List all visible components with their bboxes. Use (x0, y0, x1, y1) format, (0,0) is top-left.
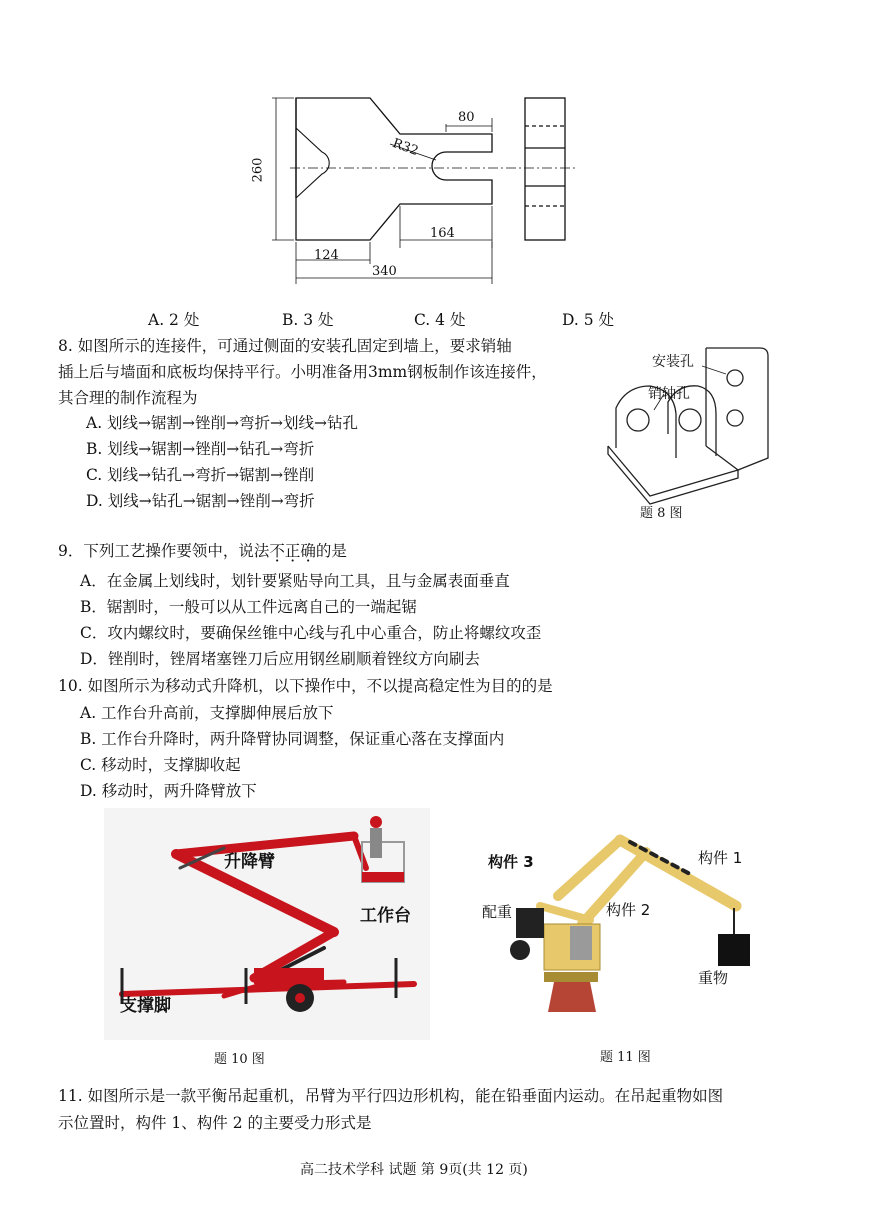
q8-stem-line1: 8. 如图所示的连接件，可通过侧面的安装孔固定到墙上，要求销轴 (58, 337, 512, 355)
q10-stem: 10. 如图所示为移动式升降机，以下操作中，不以提高稳定性为目的的是 (58, 677, 553, 695)
q8-caption: 题 8 图 (640, 506, 683, 521)
q10-caption: 题 10 图 (214, 1052, 265, 1067)
q7-option-b[interactable]: B. 3 处 (282, 311, 334, 329)
dim-80: 80 (458, 110, 475, 125)
q11-stem-line2: 示位置时，构件 1、构件 2 的主要受力形式是 (58, 1114, 372, 1132)
page-footer: 高二技术学科 试题 第 9页(共 12 页) (300, 1162, 528, 1178)
q7-option-c[interactable]: C. 4 处 (414, 311, 466, 329)
q9-option-a[interactable]: A．在金属上划线时，划针要紧贴导向工具，且与金属表面垂直 (80, 572, 510, 590)
q8-option-a[interactable]: A. 划线→锯割→锉削→弯折→划线→钻孔 (86, 414, 358, 432)
q9-option-b[interactable]: B．锯割时，一般可以从工件远离自己的一端起锯 (80, 598, 417, 616)
dim-340: 340 (372, 264, 397, 279)
q8-stem-line3: 其合理的制作流程为 (58, 389, 198, 407)
q9-stem-em3: 确 (300, 542, 316, 560)
q8-label-install-hole: 安装孔 (652, 354, 694, 370)
q7-option-a[interactable]: A. 2 处 (148, 311, 200, 329)
q10-option-d[interactable]: D. 移动时，两升降臂放下 (80, 782, 257, 800)
dim-r32: R32 (390, 135, 421, 160)
q9-stem-em2: 正 (284, 542, 301, 560)
q10-option-b[interactable]: B. 工作台升降时，两升降臂协同调整，保证重心落在支撑面内 (80, 730, 505, 748)
q11-label-weight: 重物 (698, 969, 729, 987)
q11-label-part2: 构件 2 (606, 901, 651, 919)
q9-stem-pre: 9．下列工艺操作要领中，说法 (58, 542, 270, 560)
q9-option-c[interactable]: C．攻内螺纹时，要确保丝锥中心线与孔中心重合，防止将螺纹攻歪 (80, 624, 542, 642)
q9-option-d[interactable]: D．锉削时，锉屑堵塞锉刀后应用钢丝刷顺着锉纹方向刷去 (80, 650, 480, 668)
q10-label-leg: 支撑脚 (120, 996, 171, 1016)
q9-stem-post: 的是 (315, 542, 347, 560)
q8-option-d[interactable]: D. 划线→钻孔→锯割→锉削→弯折 (86, 492, 315, 510)
q8-stem-line2: 插上后与墙面和底板均保持平行。小明准备用3mm钢板制作该连接件， (58, 363, 547, 381)
q7-option-d[interactable]: D. 5 处 (562, 311, 615, 329)
dim-260: 260 (250, 157, 266, 183)
q11-stem-line1: 11. 如图所示是一款平衡吊起重机，吊臂为平行四边形机构，能在铅垂面内运动。在吊起重物如图 (58, 1087, 724, 1105)
q11-label-part1: 构件 1 (698, 849, 743, 867)
q10-option-a[interactable]: A. 工作台升高前，支撑脚伸展后放下 (80, 704, 334, 722)
q8-option-c[interactable]: C. 划线→钻孔→弯折→锯割→锉削 (86, 466, 315, 484)
q10-label-arm: 升降臂 (224, 852, 275, 872)
dim-164: 164 (430, 226, 455, 241)
q10-option-c[interactable]: C. 移动时，支撑脚收起 (80, 756, 241, 774)
q10-label-platform: 工作台 (360, 906, 411, 926)
q11-label-part3: 构件 3 (488, 853, 534, 871)
q11-label-counterweight: 配重 (482, 903, 513, 921)
q8-label-pin-hole: 销轴孔 (648, 386, 690, 402)
q9-stem (58, 541, 347, 561)
q7-drawing (250, 88, 590, 288)
dim-124: 124 (314, 248, 339, 263)
q9-stem-em1: 不 (269, 542, 285, 560)
q8-option-b[interactable]: B. 划线→锯割→锉削→钻孔→弯折 (86, 440, 315, 458)
q11-caption: 题 11 图 (600, 1050, 651, 1065)
